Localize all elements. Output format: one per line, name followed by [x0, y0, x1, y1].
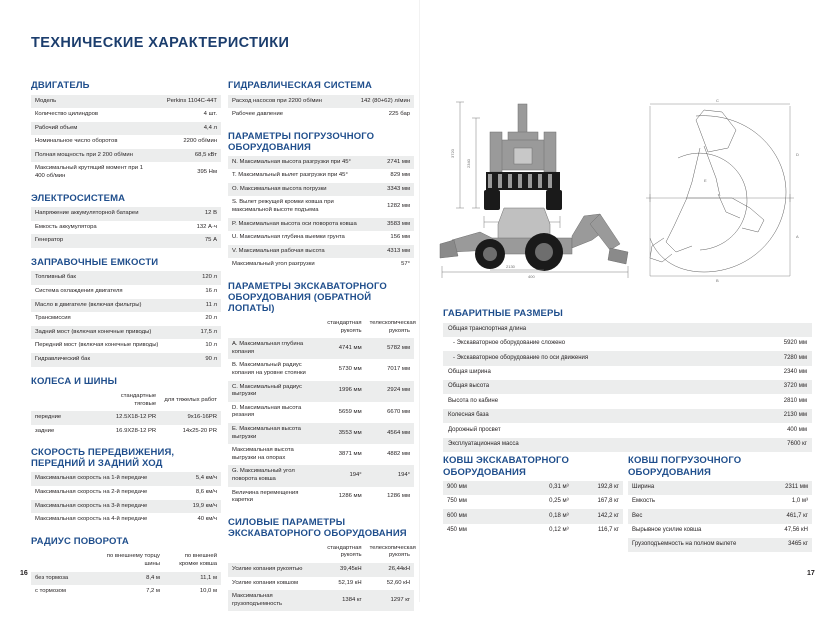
row-value-telescopic: 1297 кг [366, 590, 414, 611]
row-value-standard: 0,31 м³ [522, 481, 572, 495]
table-row [31, 95, 221, 109]
row-value: 142 (80+62) л/мин [336, 95, 414, 109]
row-value: 3720 мм [746, 380, 812, 394]
row-label: P. Максимальная высота оси поворота ковша [228, 218, 369, 232]
row-value: 1,0 м³ [791, 498, 808, 505]
table-row [228, 245, 414, 259]
row-value: 40 км/ч [197, 516, 217, 523]
table-row [228, 338, 414, 359]
row-value: 3465 кг [753, 538, 812, 552]
row-value-standard: 1996 мм [317, 381, 365, 402]
row-label: Дорожный просвет [448, 426, 501, 433]
row-value: 2130 мм [746, 409, 812, 423]
row-value: 4,4 л [149, 122, 221, 136]
table-row [628, 524, 812, 538]
row-label: Передний мост (включая конечные приводы) [35, 342, 159, 349]
row-value-telescopic: 5782 мм [366, 338, 414, 359]
row-value-telescopic: 7017 мм [387, 366, 410, 373]
row-value: 4 шт. [203, 111, 217, 118]
row-label: Топливный бак [31, 271, 164, 285]
svg-text:2130: 2130 [506, 264, 515, 269]
excavator-forces-block [228, 517, 414, 612]
table-row [228, 183, 414, 197]
row-value-telescopic: 142,2 кг [573, 509, 623, 523]
table-row [31, 149, 221, 163]
svg-text:E: E [704, 178, 707, 183]
svg-text:A: A [796, 234, 799, 239]
row-value: 2810 мм [783, 397, 807, 404]
row-value: 5920 мм [783, 340, 807, 347]
svg-text:B: B [716, 278, 719, 283]
row-value: 17,5 л [164, 326, 221, 340]
row-value-telescopic: 194° [366, 465, 414, 486]
dimensions-block [443, 308, 812, 452]
row-value-telescopic: 52,60 кН [386, 579, 410, 586]
row-value: 8,6 км/ч [195, 489, 217, 496]
table-row [443, 524, 623, 538]
table-row [228, 381, 414, 402]
table-row [31, 425, 221, 439]
row-label: Трансмиссия [35, 315, 71, 322]
row-label: передние [31, 411, 94, 425]
table-row [31, 339, 221, 353]
capacities-block [31, 257, 221, 367]
row-value: 19,9 км/ч [168, 500, 221, 514]
electrical-heading: ЭЛЕКТРОСИСТЕМА [31, 192, 126, 204]
page-number-left: 16 [20, 570, 28, 577]
row-label: Гидравлический бак [31, 353, 164, 367]
row-label: Расход насосов при 2200 об/мин [228, 95, 336, 109]
row-label: S. Вылет режущей кромки ковша при максимальной высоте подъема [232, 199, 334, 214]
row-label: O. Максимальная высота погрузки [228, 183, 369, 197]
row-label: Масло в двигателе (включая фильтры) [31, 299, 164, 313]
hydraulics-table [228, 95, 414, 122]
row-value: 2200 об/мин [183, 138, 217, 145]
row-value-standard: 194° [317, 465, 365, 486]
wheels-heading: КОЛЕСА И ШИНЫ [31, 375, 118, 387]
excavator-bucket-block [443, 455, 623, 538]
row-label: Рабочее давление [232, 111, 284, 118]
table-row [31, 353, 221, 367]
row-value-telescopic: 2924 мм [366, 381, 414, 402]
engine-table [31, 95, 221, 184]
excavator-params-block [228, 281, 414, 508]
table-row [228, 95, 414, 109]
row-value: 461,7 кг [753, 509, 812, 523]
table-row [31, 472, 221, 486]
wheels-col1-header: стандартные тяговые [120, 393, 157, 407]
row-label: Вес [628, 509, 753, 523]
left-column [31, 80, 221, 608]
svg-text:D: D [796, 152, 799, 157]
table-row [31, 411, 221, 425]
row-label: A. Максимальная глубина копания [228, 338, 317, 359]
row-value: 3343 мм [369, 183, 414, 197]
row-value-telescopic: 116,7 кг [597, 526, 619, 533]
row-label: Эксплуатационная масса [443, 438, 746, 452]
row-label: задние [35, 427, 55, 434]
working-range-diagram [600, 86, 830, 286]
table-row [228, 108, 414, 122]
row-value-standard: 1384 кг [317, 590, 365, 611]
row-label: Величина перемещения каретки [232, 489, 299, 504]
table-row [228, 196, 414, 217]
capacities-heading: ЗАПРАВОЧНЫЕ ЕМКОСТИ [31, 256, 159, 268]
row-value-standard: 7,2 м [146, 588, 160, 595]
row-value-standard: 5659 мм [338, 408, 362, 415]
row-label: Усилие копания рукоятью [228, 563, 317, 577]
row-value-telescopic: 192,8 кг [573, 481, 623, 495]
row-value: 3583 мм [369, 218, 414, 232]
row-label: E. Максимальная высота выгрузки [228, 423, 317, 444]
engine-block [31, 80, 221, 184]
speed-block [31, 447, 221, 526]
row-value-telescopic: 6670 мм [387, 408, 410, 415]
row-value: 7280 мм [746, 351, 812, 365]
turning-heading: РАДИУС ПОВОРОТА [31, 535, 129, 547]
row-label: Напряжение аккумуляторной батареи [31, 207, 164, 221]
excavator-params-col2-header: телескопическая рукоять [369, 320, 416, 334]
table-row [228, 423, 414, 444]
row-value-standard: 1286 мм [338, 493, 362, 500]
row-label: Максимальный угол разгрузки [232, 261, 315, 268]
table-row [31, 312, 221, 326]
row-label: Максимальная скорость на 1-й передаче [31, 472, 168, 486]
row-label: 600 мм [443, 509, 522, 523]
table-row [31, 207, 221, 221]
row-label: Рабочий объем [31, 122, 149, 136]
row-label: 900 мм [443, 481, 522, 495]
row-value: 156 мм [390, 234, 410, 241]
table-row [31, 271, 221, 285]
table-row [31, 122, 221, 136]
loader-params-table [228, 156, 414, 272]
row-label: Количество цилиндров [35, 111, 99, 118]
row-label: - Экскаваторное оборудование по оси движения [443, 351, 746, 365]
row-label: Общая транспортная длина [443, 323, 746, 337]
loader-bucket-heading: КОВШ ПОГРУЗОЧНОГО ОБОРУДОВАНИЯ [628, 455, 742, 478]
table-row [228, 402, 414, 423]
row-value-telescopic: 1286 мм [387, 493, 410, 500]
table-row [31, 326, 221, 340]
table-row [628, 538, 812, 552]
row-label: 450 мм [447, 526, 467, 533]
row-value-telescopic: 26,44кН [366, 563, 414, 577]
row-label: Вырывное усилие ковша [632, 526, 702, 533]
row-value: 16 л [205, 288, 217, 295]
wheels-block [31, 376, 221, 439]
row-value-standard: 16.9X28-12 PR [115, 427, 157, 434]
row-value-telescopic: 4564 мм [366, 423, 414, 444]
table-row [443, 380, 812, 394]
table-row [31, 135, 221, 149]
row-label: Емкость [632, 498, 656, 505]
table-row [228, 359, 414, 380]
table-row [31, 486, 221, 500]
turning-subheader-row [31, 550, 221, 571]
turning-block [31, 536, 221, 599]
svg-text:C: C [716, 98, 719, 103]
dimensions-table [443, 323, 812, 452]
row-value: 395 Нм [197, 169, 217, 176]
row-value: 10 л [205, 342, 217, 349]
row-value-telescopic: 11,1 м [164, 572, 221, 586]
row-value: 132 А·ч [196, 223, 217, 230]
wheels-table [31, 390, 221, 438]
excavator-bucket-heading: КОВШ ЭКСКАВАТОРНОГО ОБОРУДОВАНИЯ [443, 455, 570, 478]
row-value: 2311 мм [753, 481, 812, 495]
row-value: 47,56 кН [784, 526, 808, 533]
speed-table [31, 472, 221, 526]
row-value: 829 мм [390, 172, 410, 179]
row-value: 1282 мм [387, 203, 410, 210]
loader-params-block [228, 131, 414, 272]
row-value: 225 бар [388, 111, 410, 118]
row-value: 12 В [164, 207, 221, 221]
row-label: Генератор [31, 234, 164, 248]
row-value: 7600 кг [746, 438, 812, 452]
row-label: Номинальное число оборотов [35, 138, 118, 145]
row-value-standard: 12.5X18-12 PR [94, 411, 161, 425]
turning-col2-header: по внешней кромке ковша [179, 553, 217, 567]
table-row [443, 509, 623, 523]
table-row [443, 351, 812, 365]
row-label: Максимальная грузоподъемность [228, 590, 317, 611]
excavator-bucket-table [443, 481, 623, 538]
row-label: G. Максимальный угол поворота ковша [228, 465, 317, 486]
table-row [443, 323, 812, 337]
engine-heading: ДВИГАТЕЛЬ [31, 80, 90, 91]
table-row [228, 577, 414, 591]
row-label: Общая высота [443, 380, 746, 394]
row-label: Максимальная скорость на 4-й передаче [35, 516, 148, 523]
row-value-standard: 4741 мм [317, 338, 365, 359]
table-row [228, 487, 414, 508]
wheels-subheader-row [31, 390, 221, 411]
table-row [443, 481, 623, 495]
table-row [443, 366, 812, 380]
row-label: N. Максимальная высота разгрузки при 45° [228, 156, 369, 170]
table-row [228, 231, 414, 245]
row-label: без тормоза [31, 572, 99, 586]
row-value-standard: 52,19 кН [338, 579, 362, 586]
excavator-forces-table [228, 542, 414, 612]
row-label: с тормозом [35, 588, 66, 595]
table-row [31, 162, 221, 183]
table-row [443, 495, 623, 509]
row-label: D. Максимальная высота резания [232, 404, 302, 419]
row-value: 57° [401, 261, 410, 268]
excavator-params-col1-header: стандартная рукоять [327, 320, 362, 334]
row-label: T. Максимальный вылет разгрузки при 45° [232, 172, 348, 179]
row-value-standard: 3871 мм [338, 450, 362, 457]
row-value-telescopic: 14x25-20 PR [182, 427, 217, 434]
row-value-telescopic: 167,8 кг [597, 498, 619, 505]
row-label: Общая ширина [448, 369, 491, 376]
table-row [628, 495, 812, 509]
row-value: 68,5 кВт [149, 149, 221, 163]
row-value: 120 л [164, 271, 221, 285]
row-label: Максимальная скорость на 2-й передаче [35, 489, 148, 496]
table-row [443, 337, 812, 351]
table-row [228, 218, 414, 232]
row-label: B. Максимальный радиус копания на уровне стоянки [232, 362, 306, 376]
row-label: Полная мощность при 2 200 об/мин [31, 149, 149, 163]
row-label: 750 мм [447, 498, 467, 505]
row-value-standard: 0,12 м³ [549, 526, 569, 533]
row-value-telescopic: 9x16-16PR [160, 411, 221, 425]
row-label: U. Максимальная глубина выемки грунта [232, 234, 345, 241]
excavator-forces-col1-header: стандартная рукоять [327, 544, 362, 559]
excavator-forces-col2-header: телескопическая рукоять [369, 544, 416, 559]
table-row [228, 169, 414, 183]
row-label: Усилие копания ковшом [232, 579, 299, 586]
row-value-standard: 0,18 м³ [522, 509, 572, 523]
row-value-standard: 3553 мм [317, 423, 365, 444]
row-label: C. Максимальный радиус выгрузки [228, 381, 317, 402]
row-value-standard: 0,25 м³ [549, 498, 569, 505]
electrical-block [31, 193, 221, 248]
loader-bucket-table [628, 481, 812, 552]
row-label: Высота по кабине [448, 397, 499, 404]
loader-params-heading: ПАРАМЕТРЫ ПОГРУЗОЧНОГО ОБОРУДОВАНИЯ [228, 130, 375, 153]
page-number-right: 17 [807, 570, 815, 577]
electrical-table [31, 207, 221, 248]
row-label: Грузоподъемность на полном вылете [628, 538, 753, 552]
row-value: 2340 мм [783, 369, 807, 376]
row-value: 90 л [164, 353, 221, 367]
loader-bucket-block [628, 455, 812, 552]
hydraulics-heading: ГИДРАВЛИЧЕСКАЯ СИСТЕМА [228, 80, 372, 91]
row-label: Система охлаждения двигателя [35, 288, 123, 295]
table-row [31, 572, 221, 586]
row-value [746, 323, 812, 337]
speed-heading: СКОРОСТЬ ПЕРЕДВИЖЕНИЯ, ПЕРЕДНИЙ И ЗАДНИЙ ХОД [31, 447, 175, 470]
turning-col1-header: по внешнему торцу шины [106, 553, 160, 567]
table-row [628, 481, 812, 495]
excavator-params-subheader-row [228, 317, 414, 338]
table-row [228, 590, 414, 611]
row-value-telescopic: 4882 мм [387, 450, 410, 457]
table-row [31, 108, 221, 122]
table-row [31, 513, 221, 527]
table-row [31, 234, 221, 248]
row-value: Perkins 1104C-44T [149, 95, 221, 109]
row-label: Максимальная высота выгрузки на опорах [232, 447, 294, 461]
row-label: Ширина [628, 481, 753, 495]
table-row [31, 221, 221, 235]
page-title: ТЕХНИЧЕСКИЕ ХАРАКТЕРИСТИКИ [31, 35, 290, 51]
middle-column [228, 80, 414, 620]
page-gutter [419, 0, 420, 602]
row-value: 400 мм [787, 426, 807, 433]
row-value-telescopic: 10,0 м [199, 588, 217, 595]
table-row [228, 156, 414, 170]
hydraulics-block [228, 80, 414, 122]
table-row [31, 585, 221, 599]
row-label: Модель [31, 95, 149, 109]
row-value: 5,4 км/ч [168, 472, 221, 486]
table-row [228, 258, 414, 272]
svg-text:400: 400 [528, 274, 535, 279]
row-label: V. Максимальная рабочая высота [228, 245, 369, 259]
table-row [31, 299, 221, 313]
table-row [443, 423, 812, 437]
table-row [228, 444, 414, 465]
row-value: 20 л [205, 315, 217, 322]
row-label: Максимальный крутящий момент при 1 400 об/мин [35, 165, 143, 180]
svg-text:3720: 3720 [450, 149, 455, 158]
row-value: 75 А [164, 234, 221, 248]
svg-text:2340: 2340 [466, 159, 471, 168]
table-row [628, 509, 812, 523]
row-label: Максимальная скорость на 3-й передаче [31, 500, 168, 514]
table-row [443, 409, 812, 423]
table-row [31, 285, 221, 299]
row-value-standard: 39,45кН [317, 563, 365, 577]
capacities-table [31, 271, 221, 366]
row-value-standard: 5730 мм [338, 366, 362, 373]
row-label: Колесная база [443, 409, 746, 423]
excavator-params-table [228, 317, 414, 508]
wheels-col2-header: для тяжелых работ [164, 396, 217, 403]
table-row [31, 500, 221, 514]
row-value: 11 л [164, 299, 221, 313]
table-row [443, 438, 812, 452]
turning-table [31, 550, 221, 598]
row-label: - Экскаваторное оборудование сложено [453, 340, 566, 347]
excavator-params-heading: ПАРАМЕТРЫ ЭКСКАВАТОРНОГО ОБОРУДОВАНИЯ (ОБРАТНОЙ ЛОПАТЫ) [228, 281, 387, 315]
row-label: Емкость аккумулятора [35, 223, 97, 230]
table-row [228, 563, 414, 577]
row-value: 2741 мм [369, 156, 414, 170]
excavator-forces-heading: СИЛОВЫЕ ПАРАМЕТРЫ ЭКСКАВАТОРНОГО ОБОРУДОВАНИЯ [228, 516, 407, 539]
row-value-standard: 8,4 м [99, 572, 164, 586]
excavator-forces-subheader-row [228, 542, 414, 563]
dimensions-heading: ГАБАРИТНЫЕ РАЗМЕРЫ [443, 308, 563, 319]
table-row [443, 394, 812, 408]
row-label: Задний мост (включая конечные приводы) [31, 326, 164, 340]
table-row [228, 465, 414, 486]
row-value: 4313 мм [369, 245, 414, 259]
